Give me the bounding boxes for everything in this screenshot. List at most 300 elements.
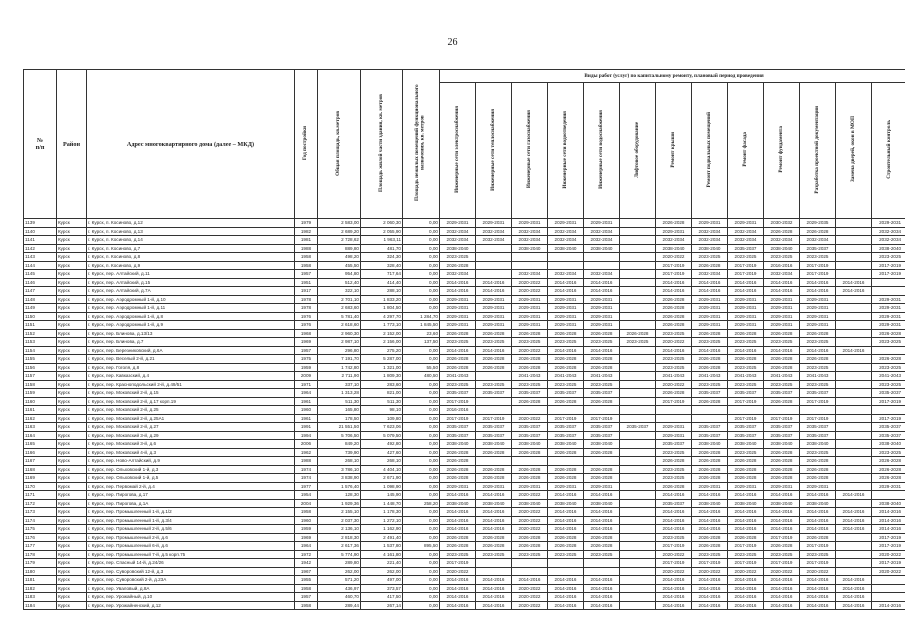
table-cell: 2023-2025 [872,380,905,389]
table-cell: 0,00 [403,482,440,491]
table-cell: 2029-2031 [548,304,584,313]
table-cell: 2032-2034 [584,227,620,236]
table-cell: 2029-2031 [764,304,800,313]
header-address: Адрес многоквартирного дома (далее – МКД) [87,70,295,219]
table-cell: 2014-2016 [764,525,800,534]
table-cell: 2023-2025 [800,338,836,347]
table-cell: 2026-2028 [728,355,764,364]
table-cell: 7 191,70 [318,355,361,364]
header-district: Район [57,70,87,219]
table-cell: 2023-2025 [764,380,800,389]
table-cell [620,389,656,398]
table-cell [548,559,584,568]
table-cell: 2023-2025 [656,474,692,483]
table-cell: 2029-2031 [476,312,512,321]
table-cell: 0,00 [403,236,440,245]
table-cell: 2023-2025 [692,338,728,347]
table-cell: Курск [57,601,87,610]
table-cell: 2 055,90 [361,227,403,236]
table-cell: 2014-2016 [800,508,836,517]
table-cell [836,355,872,364]
table-cell: 2023-2025 [548,550,584,559]
table-cell: 1145 [24,270,57,279]
table-cell: 2 155,10 [318,508,361,517]
table-cell: г. Курск, пер. Гоголя, д.8 [87,363,295,372]
table-cell: 2023-2025 [512,550,548,559]
table-cell: 2038-2040 [692,440,728,449]
table-cell: 2026-2028 [764,329,800,338]
table-cell: г. Курск, п. Косиново, д.13 [87,227,295,236]
table-cell: 2038-2040 [440,499,476,508]
table-cell: 2 987,10 [318,338,361,347]
table-cell: 2026-2028 [692,363,728,372]
table-cell: 2014-2016 [656,516,692,525]
table-cell: 0,00 [403,355,440,364]
table-cell: 2023-2025 [584,338,620,347]
table-cell: 2009 [295,372,318,381]
table-cell: 954,80 [318,270,361,279]
table-cell: 1164 [24,431,57,440]
table-cell: Курск [57,363,87,372]
table-cell: 2014-2016 [728,525,764,534]
table-cell: 2017-2019 [728,559,764,568]
table-cell: 2026-2028 [656,312,692,321]
table-cell: г. Курск, пер. Ново-Алтайский, д.9 [87,457,295,466]
header-work-4: Инженерные сети водоснабжения [584,83,620,219]
table-cell: 2014-2016 [584,287,620,296]
table-cell: 480,50 [403,372,440,381]
table-cell: 1180 [24,567,57,576]
table-cell: 0,00 [403,584,440,593]
table-cell: 2006 [295,440,318,449]
table-cell: 2 583,00 [318,219,361,228]
table-cell: 2026-2028 [764,457,800,466]
table-cell: 109,80 [361,414,403,423]
table-cell: 2014-2016 [728,287,764,296]
table-cell: 2026-2028 [800,329,836,338]
table-cell: 0,00 [403,474,440,483]
table-row [24,516,905,525]
table-cell [476,261,512,270]
table-cell: 1974 [295,474,318,483]
table-cell: 2026-2028 [584,397,620,406]
table-cell: 1168 [24,465,57,474]
table-cell: 2017-2019 [440,397,476,406]
table-cell: 2014-2016 [692,576,728,585]
table-cell: 262,00 [361,567,403,576]
table-cell: Курск [57,491,87,500]
table-cell: Курск [57,227,87,236]
table-cell: 739,90 [318,448,361,457]
table-cell: 2026-2028 [476,355,512,364]
table-cell: 2029-2031 [476,321,512,330]
table-cell: 2026-2028 [800,457,836,466]
table-cell: 2014-2016 [656,287,692,296]
table-cell: 2014-2016 [692,346,728,355]
table-cell: 2014-2016 [548,508,584,517]
table-cell: 2023-2025 [800,380,836,389]
table-cell [836,440,872,449]
table-cell: 2026-2028 [512,363,548,372]
table-cell: 2032-2034 [764,236,800,245]
table-cell: 1 773,10 [361,321,403,330]
table-cell: 0,00 [403,261,440,270]
table-cell: 1147 [24,287,57,296]
table-cell: 2038-2040 [584,499,620,508]
table-cell: 2020-2022 [800,567,836,576]
table-cell: 2035-2037 [728,389,764,398]
table-cell: 1 963,11 [361,236,403,245]
table-cell: 2029-2031 [584,321,620,330]
table-cell: 2035-2037 [800,244,836,253]
table-cell: 5 079,50 [361,431,403,440]
table-cell: 2029-2031 [548,295,584,304]
table-row [24,440,905,449]
table-cell: 1969 [295,338,318,347]
table-cell: г. Курск, пер. Березниковский, д.6А [87,346,295,355]
table-cell: 2017-2019 [440,414,476,423]
table-cell: 2038-2040 [476,440,512,449]
table-cell: 2014-2016 [656,593,692,602]
table-cell: 2035-2037 [872,389,905,398]
table-cell [836,542,872,551]
table-cell [620,372,656,381]
table-row [24,261,905,270]
table-cell [512,457,548,466]
table-cell: 2017-2019 [764,414,800,423]
table-cell: 2032-2034 [872,227,905,236]
table-cell: Курск [57,329,87,338]
table-cell: 2041-2043 [512,372,548,381]
table-cell [836,559,872,568]
table-cell: г. Курск, пер. Аэродромный 1-й, д.9 [87,321,295,330]
table-cell: 5 774,90 [318,550,361,559]
table-row [24,601,905,610]
table-cell: 3 786,10 [318,465,361,474]
table-cell: 0,00 [403,244,440,253]
header-work-3: Инженерные сети водоотведения [548,83,584,219]
table-cell: 2014-2016 [800,584,836,593]
table-cell [512,406,548,415]
table-cell: 2026-2028 [584,363,620,372]
table-cell: 2029-2031 [800,482,836,491]
table-cell: 0,00 [403,525,440,534]
table-cell: 2014-2016 [692,584,728,593]
table-cell: 2017-2019 [800,397,836,406]
table-cell: 1957 [295,270,318,279]
table-cell [764,406,800,415]
table-cell: 2014-2016 [476,346,512,355]
table-cell: 2026-2028 [512,397,548,406]
table-row [24,474,905,483]
table-cell: Курск [57,278,87,287]
table-cell: 1139 [24,219,57,228]
table-cell: 2029-2031 [872,304,905,313]
table-cell: 2035-2037 [872,423,905,432]
table-cell [836,533,872,542]
table-cell: 1958 [295,261,318,270]
table-cell: 2017-2019 [548,414,584,423]
table-cell: 2038-2040 [872,440,905,449]
table-cell: 2032-2034 [512,227,548,236]
table-cell: 2014-2016 [548,525,584,534]
table-cell: 1951 [295,278,318,287]
table-cell: 2038-2040 [548,499,584,508]
table-cell: 2 689,20 [318,227,361,236]
table-cell: 2014-2016 [584,508,620,517]
table-cell: 2029-2031 [872,219,905,228]
table-cell: 889,80 [318,244,361,253]
table-row [24,567,905,576]
table-cell: 2014-2016 [836,491,872,500]
table-row [24,219,905,228]
table-cell: 2026-2028 [764,355,800,364]
table-cell: 2029-2031 [512,295,548,304]
table-cell: 2014-2016 [440,508,476,517]
table-cell [836,304,872,313]
table-cell: 2014-2016 [440,576,476,585]
table-cell: 2029-2031 [512,321,548,330]
table-cell: 2023-2025 [476,380,512,389]
table-cell: Курск [57,508,87,517]
table-cell: 1 804,50 [361,304,403,313]
table-cell: 1958 [295,601,318,610]
table-cell: 2017-2019 [800,559,836,568]
table-cell: 0,00 [403,457,440,466]
table-cell: 2026-2028 [728,474,764,483]
table-cell [620,593,656,602]
table-cell: Курск [57,431,87,440]
table-cell: Курск [57,584,87,593]
table-cell: 2035-2037 [692,423,728,432]
table-cell: г. Курск, пер. Моковский 2-й, д.15 [87,389,295,398]
table-cell: Курск [57,542,87,551]
table-cell: 296,80 [318,346,361,355]
table-cell: 2035-2037 [764,389,800,398]
table-cell: 4 297,70 [361,312,403,321]
table-cell: 0,00 [403,346,440,355]
table-cell: 1169 [24,474,57,483]
table-row [24,593,905,602]
table-cell: Курск [57,482,87,491]
table-cell: 2014-2016 [440,593,476,602]
table-cell: 0,00 [403,414,440,423]
table-cell: 2023-2025 [800,550,836,559]
table-cell: 2014-2016 [836,601,872,610]
table-cell: 322,10 [318,287,361,296]
table-cell: 2014-2016 [656,601,692,610]
table-cell: 1967 [295,567,318,576]
table-row [24,355,905,364]
table-cell: 2035-2037 [728,423,764,432]
table-cell: 2017-2019 [440,559,476,568]
table-cell [836,236,872,245]
table-cell: 2014-2016 [584,346,620,355]
table-cell: 1988 [295,244,318,253]
table-cell: 1961 [295,414,318,423]
table-cell [584,406,620,415]
table-cell: 2014-2016 [692,593,728,602]
table-cell: 2038-2040 [548,440,584,449]
table-cell: 2026-2028 [512,533,548,542]
table-cell: 2023-2025 [620,338,656,347]
table-cell: 1151 [24,321,57,330]
header-total-area: Общая площадь, кв.метров [318,70,361,219]
table-cell: Курск [57,389,87,398]
table-cell: 2014-2016 [548,491,584,500]
header-work-9: Ремонт фундамента [764,83,800,219]
table-cell: 2041-2043 [764,372,800,381]
table-cell [620,440,656,449]
table-cell: 2 683,60 [318,304,361,313]
table-cell: 0,00 [403,253,440,262]
table-cell [620,397,656,406]
table-cell: 0,00 [403,550,440,559]
header-work-2: Инженерные сети газоснабжения [512,83,548,219]
table-row [24,278,905,287]
table-cell: 1959 [295,525,318,534]
table-cell: 2014-2016 [764,593,800,602]
table-row [24,338,905,347]
table-cell: 2029-2031 [800,312,836,321]
table-cell: 2023-2025 [548,380,584,389]
table-cell: 2029-2031 [800,295,836,304]
table-cell: 2023-2025 [656,355,692,364]
table-cell: 2014-2016 [476,491,512,500]
table-cell: 1976 [295,312,318,321]
table-cell: 497,00 [361,576,403,585]
table-cell: 2026-2028 [512,448,548,457]
table-cell: 2032-2034 [548,236,584,245]
table-cell: 2014-2016 [548,346,584,355]
table-cell: 2023-2025 [656,448,692,457]
table-cell [728,406,764,415]
table-cell: г. Курск, пер. Промышленный 7-й, д.5 корп.75 [87,550,295,559]
table-cell: 2014-2016 [800,491,836,500]
table-cell: 2035-2037 [548,431,584,440]
table-cell: 2035-2037 [728,244,764,253]
table-cell: г. Курск, пер. Промышленный 2-й, д.5/6 [87,525,295,534]
table-cell: 2026-2028 [872,355,905,364]
table-row [24,329,905,338]
header-work-7: Ремонт подвальных помещений [692,83,728,219]
table-cell: 2014-2016 [764,287,800,296]
table-cell: 2014-2016 [440,287,476,296]
table-cell: г. Курск, пер. Блинова, д.7 [87,338,295,347]
table-cell: 2029-2031 [512,482,548,491]
table-cell: 2029-2031 [440,219,476,228]
table-cell: 2026-2028 [872,474,905,483]
table-cell [620,457,656,466]
table-cell: 2020-2022 [512,414,548,423]
table-cell: 1957 [295,593,318,602]
table-cell: 2023-2025 [656,465,692,474]
table-cell: 1176 [24,533,57,542]
table-cell: 2029-2031 [548,321,584,330]
table-cell [620,270,656,279]
table-cell [872,593,905,602]
table-cell: 2029-2031 [584,219,620,228]
table-cell: 2035-2037 [512,431,548,440]
table-cell [872,584,905,593]
table-cell: 2 037,30 [318,516,361,525]
table-cell: г. Курск, пер. Моковский 2-й, д.17 корп.19 [87,397,295,406]
table-cell [620,219,656,228]
table-cell: г. Курск, пер. Уваловый, д.8А [87,584,295,593]
table-cell: 0,00 [403,516,440,525]
table-cell: 128,30 [318,491,361,500]
table-cell: 2026-2028 [548,448,584,457]
table-cell: 1141 [24,236,57,245]
table-cell: 1153 [24,338,57,347]
table-cell: 2035-2037 [512,423,548,432]
table-cell: 0,00 [403,440,440,449]
table-cell: 283,60 [361,380,403,389]
table-cell: 2014-2016 [476,576,512,585]
table-cell: 2014-2016 [728,346,764,355]
table-cell: 2017-2019 [872,559,905,568]
table-cell: 1 284,70 [403,312,440,321]
table-cell [620,533,656,542]
table-cell: 275,20 [361,346,403,355]
table-cell: 1982 [295,227,318,236]
table-cell: 2020-2022 [728,567,764,576]
table-cell: 2026-2028 [692,355,728,364]
table-cell: Курск [57,261,87,270]
table-cell: 0,00 [403,397,440,406]
table-cell: 2014-2016 [728,576,764,585]
table-cell: 2 701,10 [318,295,361,304]
table-cell: 2014-2016 [476,525,512,534]
table-cell: 1174 [24,516,57,525]
table-cell: 1173 [24,508,57,517]
table-cell: 2016-2016 [440,406,476,415]
table-cell: 2026-2028 [728,533,764,542]
table-cell: 2035-2037 [548,423,584,432]
table-cell: г. Курск, п. Косиново, д.14 [87,236,295,245]
table-cell: 2038-2040 [656,244,692,253]
table-cell: 2020-2022 [656,338,692,347]
table-cell: 2029-2031 [764,321,800,330]
table-cell: 1964 [295,542,318,551]
table-cell: 2014-2016 [584,278,620,287]
table-cell: 2026-2028 [476,474,512,483]
table-cell: 2029-2031 [656,431,692,440]
table-cell: 2026-2028 [656,389,692,398]
table-cell: 436,97 [318,584,361,593]
table-cell: 2 617,36 [318,542,361,551]
table-cell [836,406,872,415]
table-row [24,321,905,330]
table-cell: 2023-2025 [872,253,905,262]
table-cell [548,261,584,270]
table-cell: 2029-2031 [440,312,476,321]
table-cell: г. Курск, пер. Алтайский, д.11 [87,270,295,279]
table-cell: г. Курск, пер. Аэродромный 1-й, д.8 [87,312,295,321]
table-cell: 2035-2037 [764,431,800,440]
table-cell: 571,20 [318,576,361,585]
table-cell: Курск [57,516,87,525]
table-cell: 2026-2028 [548,363,584,372]
table-cell: г. Курск, пер. Красноподольский 2-й, д.49/51 [87,380,295,389]
table-cell: 324,30 [361,253,403,262]
table-cell: 2038-2040 [764,499,800,508]
table-cell: 2023-2025 [512,380,548,389]
table-row [24,389,905,398]
table-cell: 2032-2034 [476,236,512,245]
table-cell [620,465,656,474]
header-work-5: Лифтовое оборудование [620,83,656,219]
